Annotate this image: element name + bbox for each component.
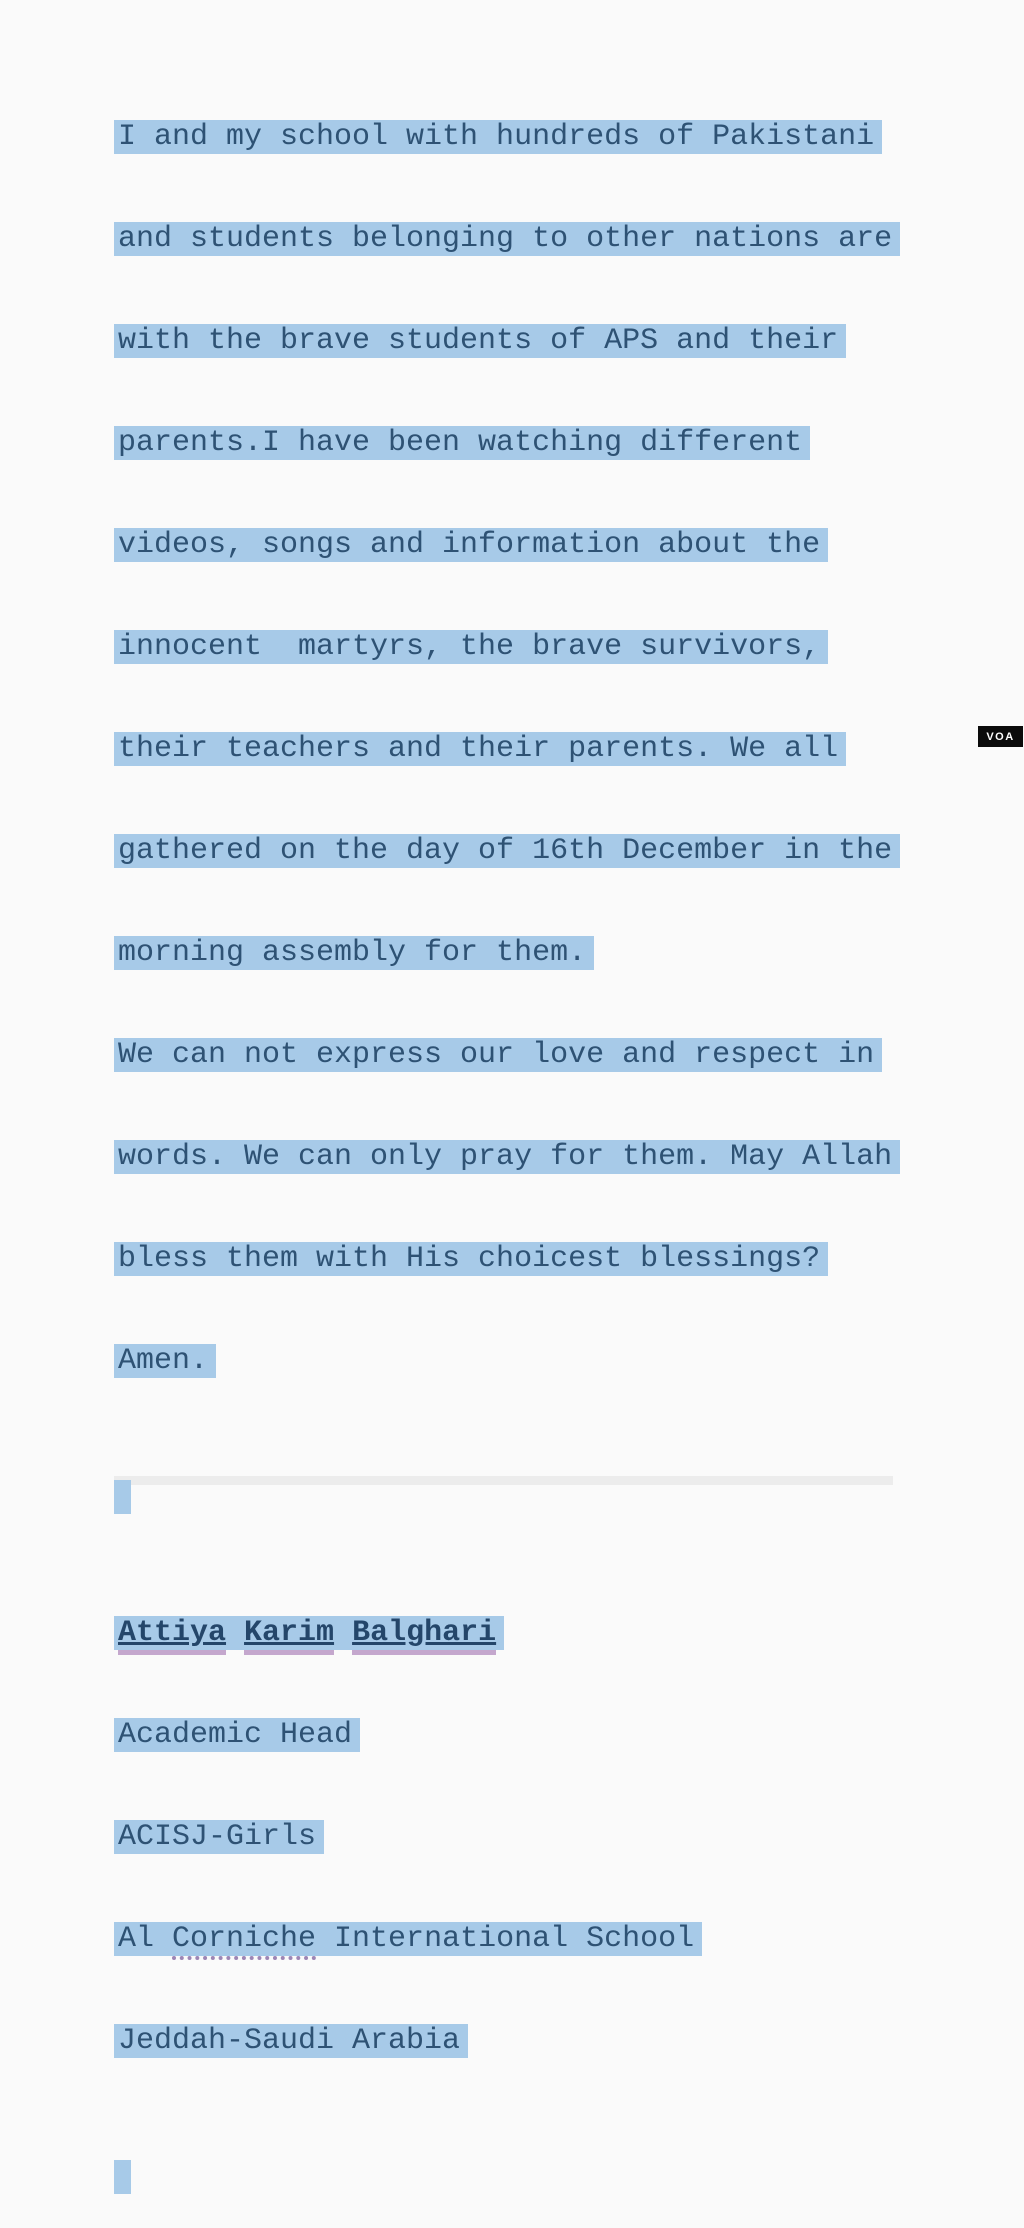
signature-location: Jeddah-Saudi Arabia	[114, 2024, 468, 2058]
text-line	[114, 732, 900, 766]
text-line	[114, 426, 900, 460]
text-line	[114, 324, 900, 358]
highlighted-text: gathered on the day of 16th December in the	[114, 834, 900, 868]
highlighted-text: their teachers and their parents. We all	[114, 732, 846, 766]
signature-school	[114, 1922, 702, 1956]
selected-text-document	[114, 52, 900, 2228]
highlighted-text: We can not express our love and respect in	[114, 1038, 882, 1072]
horizontal-rule	[114, 1476, 893, 1485]
text-line	[114, 630, 900, 664]
school-name-misspelled-word: Corniche	[172, 1922, 316, 1960]
text-line	[114, 834, 900, 868]
highlighted-text: and students belonging to other nations are	[114, 222, 900, 256]
highlighted-text: parents.I have been watching different	[114, 426, 810, 460]
text-line	[114, 1344, 900, 1378]
selected-empty-line	[114, 2160, 900, 2194]
signature-middle-name: Karim	[244, 1616, 334, 1655]
highlighted-text: innocent martyrs, the brave survivors,	[114, 630, 828, 664]
text-line	[114, 120, 900, 154]
school-name-suffix: International School	[316, 1922, 695, 1956]
text-line	[114, 1242, 900, 1276]
highlighted-text: bless them with His choicest blessings?	[114, 1242, 828, 1276]
highlighted-text: I and my school with hundreds of Pakistani	[114, 120, 882, 154]
signature-name	[114, 1616, 504, 1650]
signature-title: Academic Head	[114, 1718, 360, 1752]
signature-school-row	[114, 1922, 900, 1956]
signature-title-row	[114, 1718, 900, 1752]
signature-first-name: Attiya	[118, 1616, 226, 1655]
highlighted-text: Amen.	[114, 1344, 216, 1378]
selected-empty-line	[114, 1480, 900, 1514]
signature-location-row	[114, 2024, 900, 2058]
voa-watermark: VOA	[978, 726, 1023, 747]
text-line	[114, 528, 900, 562]
empty-line-selection-strip	[114, 1480, 131, 1514]
text-line	[114, 1140, 900, 1174]
signature-org-row	[114, 1820, 900, 1854]
highlighted-text: with the brave students of APS and their	[114, 324, 846, 358]
highlighted-text: words. We can only pray for them. May Allah	[114, 1140, 900, 1174]
signature-name-row	[114, 1616, 900, 1650]
empty-line-selection-strip	[114, 2160, 131, 2194]
signature-last-name: Balghari	[352, 1616, 496, 1655]
text-line	[114, 936, 900, 970]
signature-org: ACISJ-Girls	[114, 1820, 324, 1854]
school-name-prefix: Al	[118, 1922, 173, 1956]
text-line	[114, 1038, 900, 1072]
highlighted-text: morning assembly for them.	[114, 936, 594, 970]
highlighted-text: videos, songs and information about the	[114, 528, 828, 562]
text-line	[114, 222, 900, 256]
